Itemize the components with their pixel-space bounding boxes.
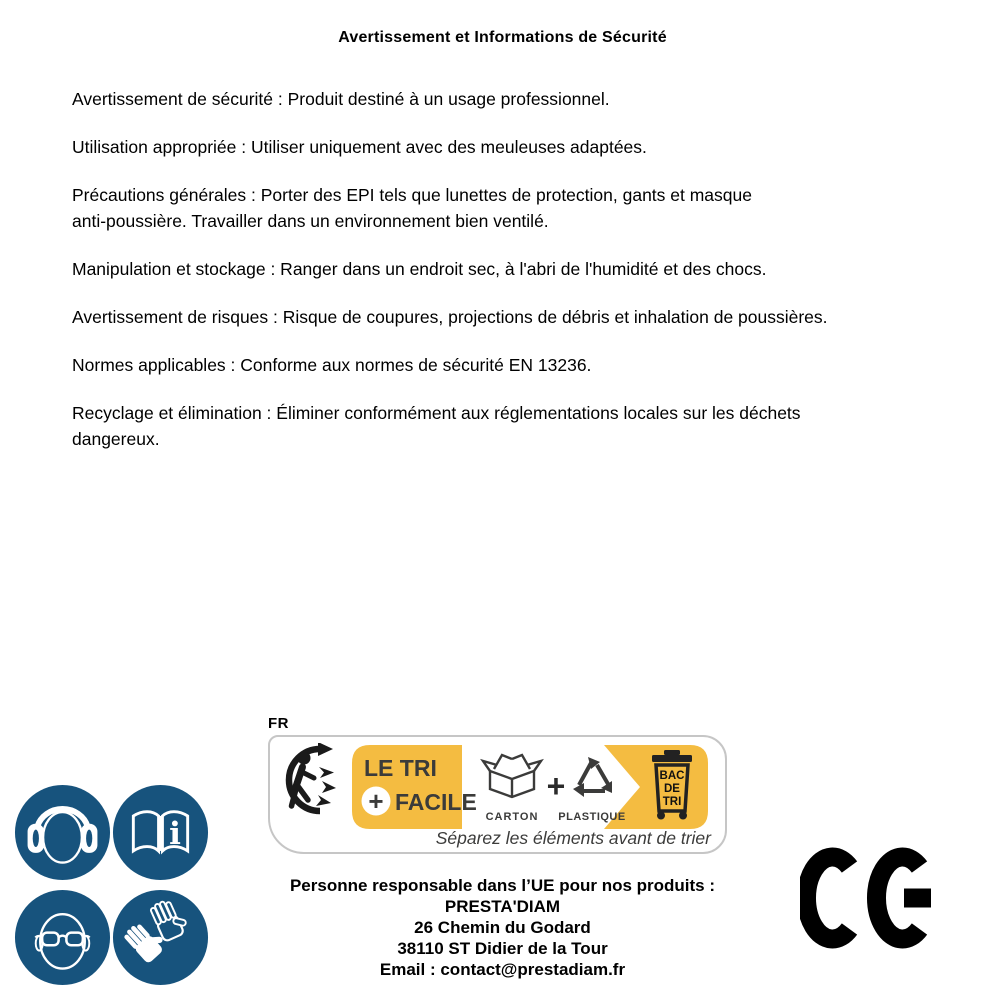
triman-icon [278,743,348,817]
safety-paragraph [72,400,957,452]
email-line: Email : contact@prestadiam.fr [379,960,626,979]
paragraph-line: Recyclage et élimination : Éliminer conformément aux réglementations locales sur les déchets [72,403,801,423]
plastique-label: PLASTIQUE [558,811,626,823]
plus-sign: + [546,768,566,804]
safety-paragraph [72,256,957,282]
safety-paragraph [72,134,957,160]
recycling-panel [268,735,727,854]
paragraph-line: Avertissement de sécurité : Produit destiné à un usage professionnel. [72,89,610,109]
bin-label-line: TRI [662,796,682,808]
paragraph-line: anti-poussière. Travailler dans un environnement bien ventilé. [72,211,549,231]
safety-paragraph [72,352,957,378]
address-line: 38110 ST Didier de la Tour [397,939,608,958]
sorting-instruction: Séparez les éléments avant de trier [435,828,711,848]
safety-paragraph [72,304,957,330]
safety-paragraph [72,86,957,112]
paragraph-line: Manipulation et stockage : Ranger dans un endroit sec, à l'abri de l'humidité et des chocs. [72,259,767,279]
svg-text:i: i [169,816,181,853]
carton-label: CARTON [485,811,539,823]
paragraph-line: Normes applicables : Conforme aux normes de sécurité EN 13236. [72,355,592,375]
read-instruction-manual-icon [112,784,209,881]
safety-paragraph [72,182,957,234]
page-title: Avertissement et Informations de Sécurité [338,29,667,46]
paragraph-line: Précautions générales : Porter des EPI tels que lunettes de protection, gants et masque [72,185,752,205]
safety-text [72,86,957,474]
address-line: 26 Chemin du Godard [414,918,591,937]
le-tri-label: LE TRI [364,755,437,781]
responsible-intro-line: Personne responsable dans l’UE pour nos produits : [289,876,716,895]
read-instruction-manual-icon [112,784,209,881]
ce-marking-logo [800,846,938,950]
bin-label-line: BAC [659,770,685,782]
paragraph-line: Utilisation appropriée : Utiliser uniquement avec des meuleuses adaptées. [72,137,647,157]
facile-label: FACILE [395,789,477,815]
sorting-banner [352,745,708,829]
tri-plus-sign: + [368,786,384,816]
wear-ear-protection-icon [14,784,111,881]
fr-country-label: FR [268,715,289,732]
bin-label-line: DE [664,783,680,795]
paragraph-line: Avertissement de risques : Risque de coupures, projections de débris et inhalation de poussières. [72,307,828,327]
company-name: PRESTA'DIAM [444,897,561,916]
paragraph-line: dangereux. [72,429,160,449]
wear-ear-protection-icon [14,784,111,881]
